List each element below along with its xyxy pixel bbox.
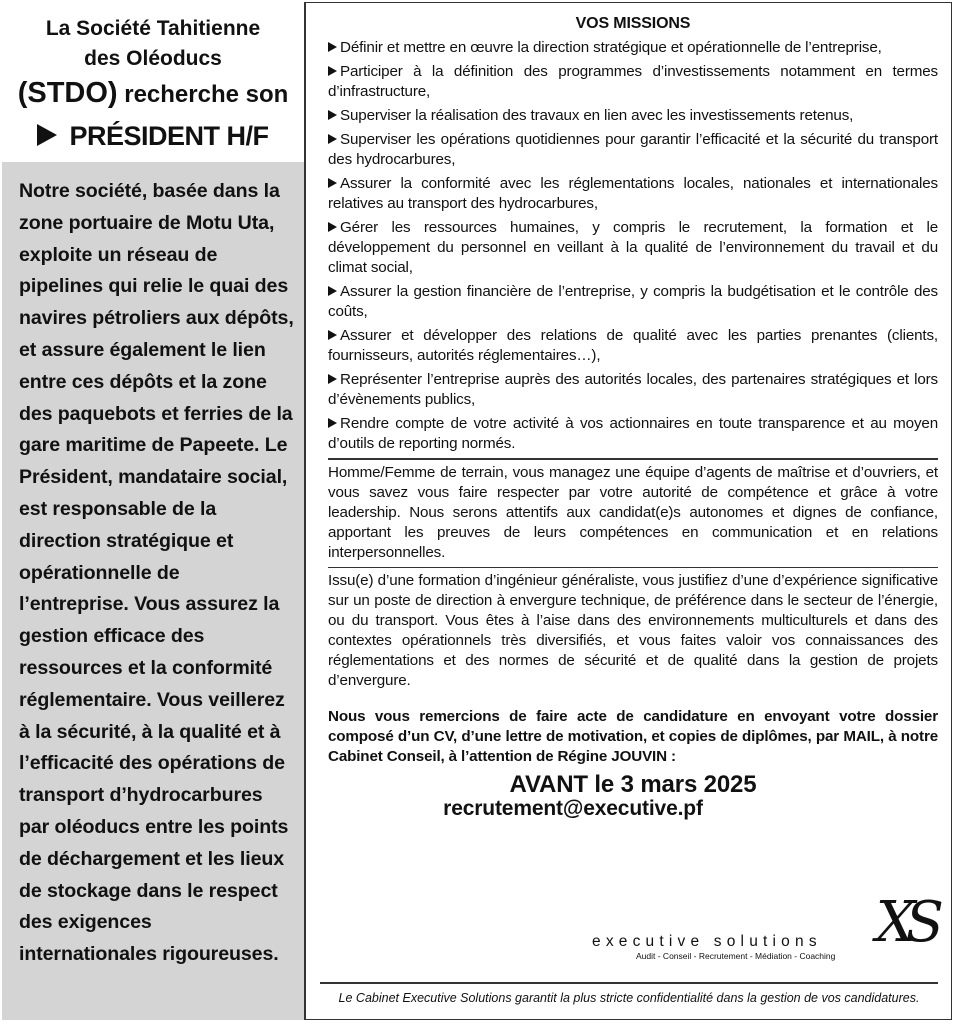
mission-item [328,282,938,322]
mission-text: Assurer la conformité avec les réglementations locales, nationales et internationales relatives au transport des hydrocarbures, [328,175,938,212]
mission-item [328,174,938,214]
contact-email[interactable]: recrutement@executive.pf [443,797,703,820]
separator-line [328,458,938,460]
missions-list [328,38,938,454]
intro-text: Notre société, basée dans la zone portuaire de Motu Uta, exploite un réseau de pipelines qui relie le quai des navires pétroliers aux dépôts, et assure également le lien entre ces dépôts et la zone des paquebots et ferries de la gare maritime de Papeete. Le Président, mandataire social, est responsable de la direction stratégique et opérationnelle de l’entreprise. Vous assurez la gestion efficace des ressources et la conformité réglementaire. Vous veillerez à la sécurité, à la qualité et à l’efficacité des opérations de transport d’hydrocarbures par oléoducs entre les points de déchargement et les lieux de stockage dans le respect des exigences internationales rigoureuses. [19,180,294,966]
bullet-arrow-icon [328,110,337,120]
mission-item [328,326,938,366]
missions-column [328,10,938,821]
mission-text: Représenter l’entreprise auprès des autorités locales, des partenaires stratégiques et lors d’évènements publics, [328,371,938,408]
position-label: PRÉSIDENT H/F [69,121,269,151]
mission-item [328,62,938,102]
bullet-arrow-icon [328,42,337,52]
bullet-arrow-icon [328,374,337,384]
logo-tagline: Audit - Conseil - Recrutement - Médiation - Coaching [636,951,836,961]
missions-title: VOS MISSIONS [575,15,691,32]
education-paragraph: Issu(e) d’une formation d’ingénieur généraliste, vous justifiez d’une d’expérience significative sur un poste de direction à envergure technique, de préférence dans le secteur de l’énergie, ou du transport. Vous êtes à l’aise dans des environnements multiculturels et dans des contextes opérationnels très diversifiés, et vous faites valoir vos connaissances des réglementations et des normes de sécurité et de qualité dans la gestion de projets d’envergure. [328,572,938,689]
position-title [2,117,304,155]
company-line3 [2,74,304,117]
mission-text: Superviser la réalisation des travaux en lien avec les investissements retenus, [340,107,854,124]
separator-line [328,567,938,569]
column-divider [304,2,306,1020]
application-instructions: Nous vous remercions de faire acte de candidature en envoyant votre dossier composé d’un CV, d’une lettre de motivation, et copies de diplômes, par MAIL, à notre Cabinet Conseil, à l’attention de Régine JOUVIN : [328,708,938,765]
mission-item [328,38,938,58]
bullet-arrow-icon [328,286,337,296]
mission-text: Superviser les opérations quotidiennes pour garantir l’efficacité et la sécurité du transport des hydrocarbures, [328,131,938,168]
company-name-line2: des Oléoducs [84,47,222,70]
mission-item [328,106,938,126]
mission-text: Participer à la définition des programmes d’investissements notamment en termes d’infrastructure, [328,63,938,100]
mission-text: Rendre compte de votre activité à vos actionnaires en toute transparence et au moyen d’outils de reporting normés. [328,415,938,452]
mission-text: Assurer et développer des relations de qualité avec les parties prenantes (clients, fournisseurs, autorités réglementaires…), [328,327,938,364]
mission-item [328,414,938,454]
mission-text: Définir et mettre en œuvre la direction stratégique et opérationnelle de l’entreprise, [340,39,882,56]
mission-item [328,370,938,410]
executive-solutions-logo [592,890,942,973]
recruit-phrase: recherche son [117,81,289,108]
intro-panel [2,162,304,1020]
bullet-arrow-icon [328,134,337,144]
logo-name: executive solutions [592,933,822,950]
company-acronym: (STDO) [17,77,118,109]
company-name-line1: La Société Tahitienne [45,17,261,40]
bullet-arrow-icon [328,418,337,428]
logo-mark: XS [875,890,934,955]
confidentiality-footer: Le Cabinet Executive Solutions garantit la plus stricte confidentialité dans la gestion de vos candidatures. [338,991,920,1005]
footer-separator [320,982,938,984]
triangle-arrow-icon [37,124,57,146]
mission-text: Assurer la gestion financière de l’entreprise, y compris la budgétisation et le contrôle des coûts, [328,283,938,320]
bullet-arrow-icon [328,222,337,232]
mission-item [328,218,938,278]
ad-header [2,2,304,162]
bullet-arrow-icon [328,178,337,188]
bullet-arrow-icon [328,66,337,76]
deadline: AVANT le 3 mars 2025 [509,771,757,798]
mission-text: Gérer les ressources humaines, y compris le recrutement, la formation et le développement du personnel en veillant à la qualité de l’environnement du travail et du climat social, [328,219,938,276]
mission-item [328,130,938,170]
bullet-arrow-icon [328,330,337,340]
profile-paragraph: Homme/Femme de terrain, vous managez une équipe d’agents de maîtrise et d’ouvriers, et vous savez vous faire respecter par votre autorité de compétence et grâce à votre leadership. Nous serons attentifs aux candidat(e)s autonomes et dignes de confiance, apportant les preuves de leurs compétences en communication et en relations interpersonnelles. [328,463,938,561]
